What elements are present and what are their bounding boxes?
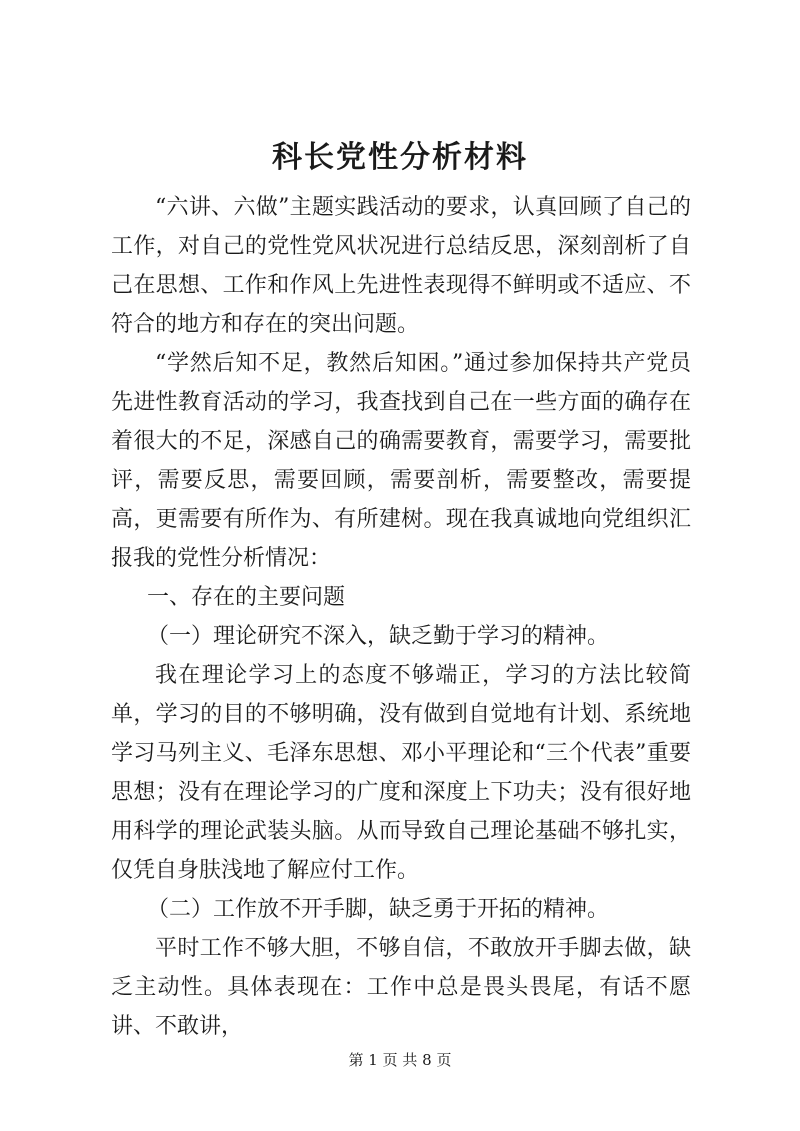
document-title: 科长党性分析材料 xyxy=(272,140,528,175)
paragraph-reflection: “学然后知不足，教然后知困。”通过参加保持共产党员先进性教育活动的学习，我查找到自己在一些方面的确存在着很大的不足，深感自己的确需要教育，需要学习，需要批评，需要反思，需要回顾，需要剖析，需要整改，需要提高，更需要有所作为、有所建树。现在我真诚地向党组织汇报我的党性分析情况： xyxy=(111,351,691,571)
paragraph-work: 平时工作不够大胆，不够自信，不敢放开手脚去做，缺乏主动性。具体表现在：工作中总是畏头畏尾，有话不愿讲、不敢讲， xyxy=(111,936,691,1039)
subsection-heading-theory: （一）理论研究不深入，缺乏勤于学习的精神。 xyxy=(147,624,610,649)
section-heading-main-problems: 一、存在的主要问题 xyxy=(147,585,346,610)
paragraph-intro: “六讲、六做”主题实践活动的要求，认真回顾了自己的工作，对自己的党性党风状况进行总结反思，深刻剖析了自己在思想、工作和作风上先进性表现得不鲜明或不适应、不符合的地方和存在的突出问题。 xyxy=(111,195,691,337)
page-footer: 第 1 页 共 8 页 xyxy=(348,1051,452,1069)
document-body xyxy=(111,188,691,1046)
subsection-heading-work: （二）工作放不开手脚，缺乏勇于开拓的精神。 xyxy=(147,897,610,922)
paragraph-theory: 我在理论学习上的态度不够端正，学习的方法比较简单，学习的目的不够明确，没有做到自觉地有计划、系统地学习马列主义、毛泽东思想、邓小平理论和“三个代表”重要思想；没有在理论学习的广度和深度上下功夫；没有很好地用科学的理论武装头脑。从而导致自己理论基础不够扎实，仅凭自身肤浅地了解应付工作。 xyxy=(111,663,691,883)
